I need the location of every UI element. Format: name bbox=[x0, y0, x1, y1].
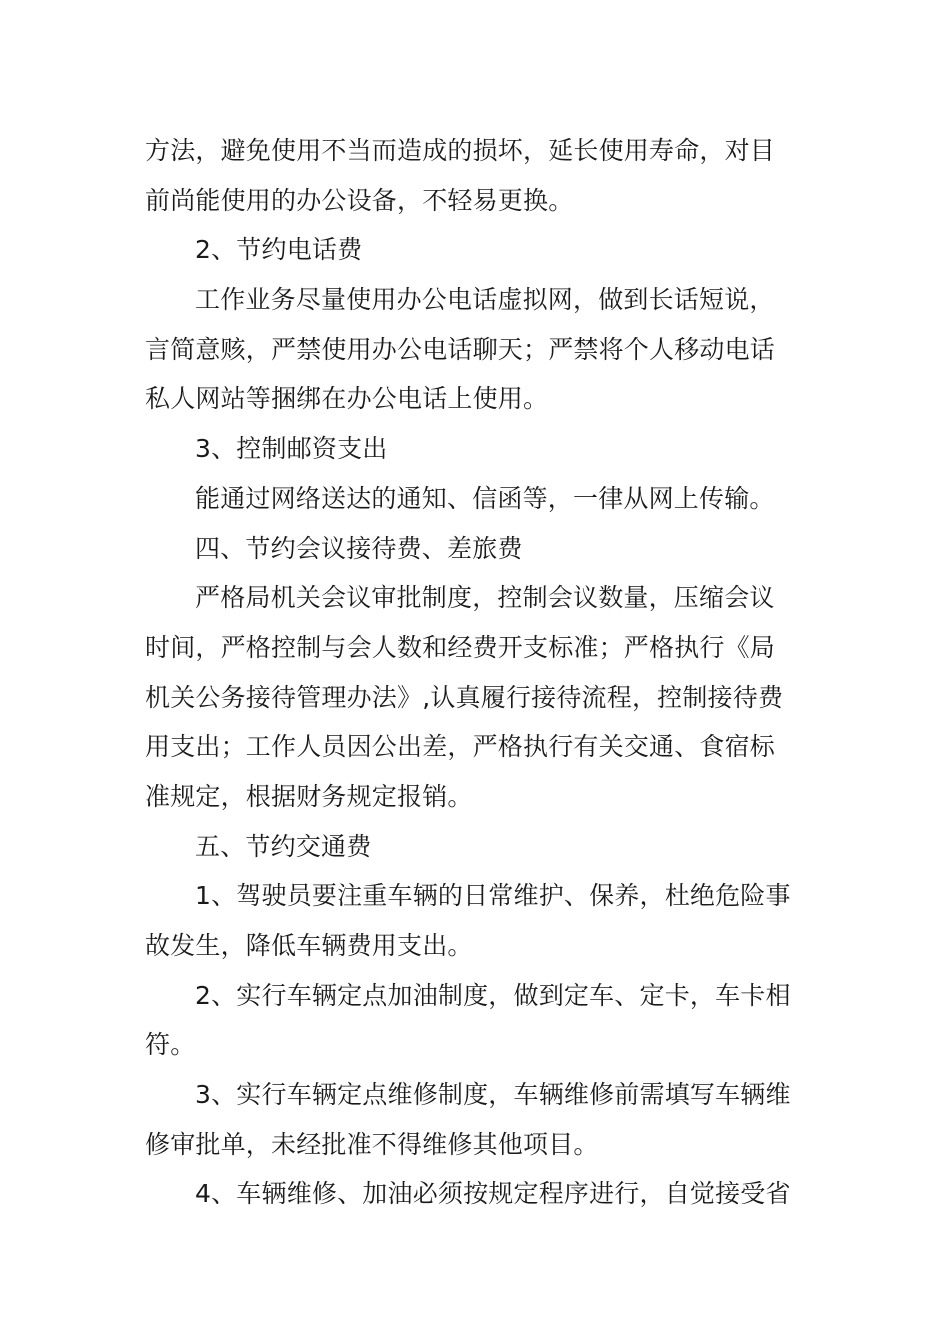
text-line: 4、车辆维修、加油必须按规定程序进行，自觉接受省 bbox=[195, 1179, 791, 1209]
section-heading: 五、节约交通费 bbox=[195, 831, 372, 861]
text-line: 前尚能使用的办公设备，不轻易更换。 bbox=[145, 185, 574, 215]
text-line: 2、实行车辆定点加油制度，做到定车、定卡，车卡相 bbox=[195, 980, 791, 1010]
text-line: 工作业务尽量使用办公电话虚拟网，做到长话短说， bbox=[195, 285, 775, 315]
section-heading: 3、控制邮资支出 bbox=[195, 434, 388, 464]
section-heading: 2、节约电话费 bbox=[195, 235, 363, 265]
section-heading: 四、节约会议接待费、差旅费 bbox=[195, 533, 523, 563]
text-line: 机关公务接待管理办法》,认真履行接待流程，控制接待费 bbox=[145, 682, 784, 712]
text-line: 能通过网络送达的通知、信函等，一律从网上传输。 bbox=[195, 483, 775, 513]
text-line: 严格局机关会议审批制度，控制会议数量，压缩会议 bbox=[195, 583, 775, 613]
document-body bbox=[145, 126, 807, 1219]
text-line: 时间，严格控制与会人数和经费开支标准；严格执行《局 bbox=[145, 632, 776, 662]
text-line: 故发生，降低车辆费用支出。 bbox=[145, 931, 473, 960]
text-line: 私人网站等捆绑在办公电话上使用。 bbox=[145, 384, 549, 414]
text-line: 3、实行车辆定点维修制度，车辆维修前需填写车辆维 bbox=[195, 1080, 791, 1110]
text-line: 符。 bbox=[145, 1030, 196, 1060]
text-line: 用支出；工作人员因公出差，严格执行有关交通、食宿标 bbox=[145, 732, 776, 762]
text-line: 准规定，根据财务规定报销。 bbox=[145, 781, 473, 811]
text-line: 1、驾驶员要注重车辆的日常维护、保养，杜绝危险事 bbox=[195, 881, 791, 911]
text-line: 修审批单，未经批准不得维修其他项目。 bbox=[145, 1129, 599, 1159]
text-line: 方法，避免使用不当而造成的损坏，延长使用寿命，对目 bbox=[145, 136, 776, 165]
text-line: 言简意赅，严禁使用办公电话聊天；严禁将个人移动电话 bbox=[145, 334, 776, 364]
